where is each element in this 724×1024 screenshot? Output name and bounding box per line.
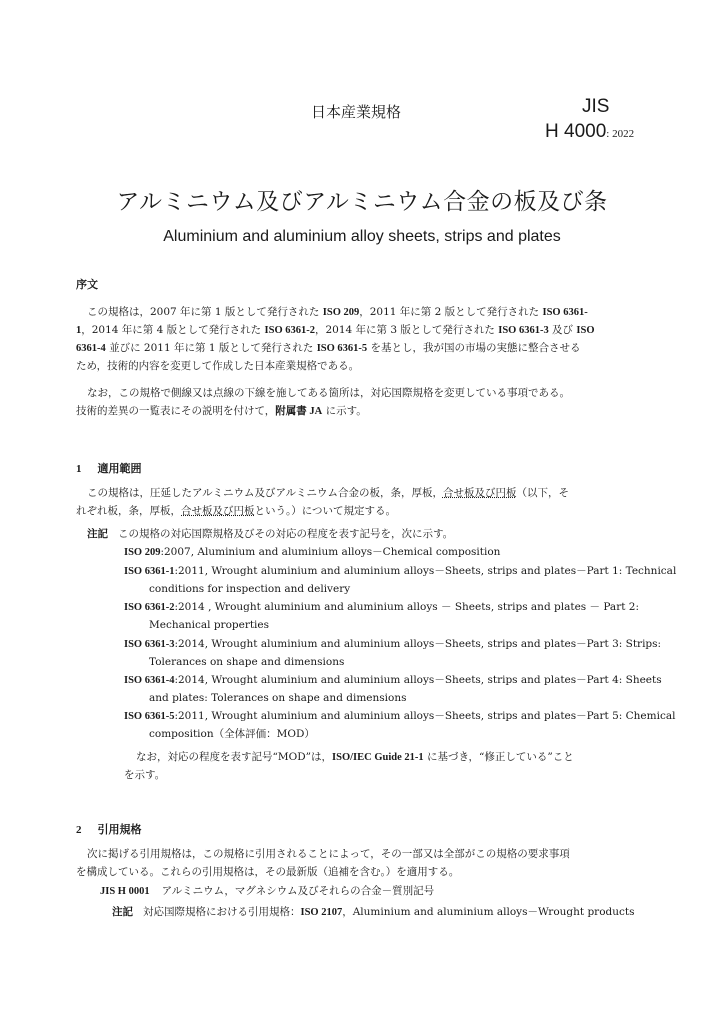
- section1-heading: 1 適用範囲: [76, 462, 142, 475]
- ref-iso-6361-1-line1: ISO 6361-1:2011, Wrought aluminium and aluminium alloys－Sheets, strips and plates－Part 1: Technical: [124, 565, 677, 577]
- foreword-p1-line1: この規格は，2007 年に第 1 版として発行された ISO 209，2011 年に第 2 版として発行された ISO 6361-: [87, 306, 588, 318]
- ref-iso-6361-5-line1: ISO 6361-5:2011, Wrought aluminium and aluminium alloys－Sheets, strips and plates－Part 5: Chemical: [124, 710, 676, 722]
- section1-line1: この規格は，圧延したアルミニウム及びアルミニウム合金の板，条，厚板，合せ板及び円板（以下，そ: [87, 487, 569, 499]
- foreword-p2-line1: なお，この規格で側線又は点線の下線を施してある箇所は，対応国際規格を変更している事項である。: [87, 387, 570, 399]
- foreword-p1-line2: 1，2014 年に第 4 版として発行された ISO 6361-2，2014 年に第 3 版として発行された ISO 6361-3 及び ISO: [76, 324, 595, 336]
- ref-iso-6361-3-line1: ISO 6361-3:2014, Wrought aluminium and aluminium alloys－Sheets, strips and plates－Part 3: Strips:: [124, 638, 662, 650]
- title-japanese: アルミニウム及びアルミニウム合金の板及び条: [116, 189, 608, 215]
- standard-type: 日本産業規格: [311, 103, 402, 121]
- title-english: Aluminium and aluminium alloy sheets, strips and plates: [163, 228, 561, 245]
- standard-year: : 2022: [606, 128, 635, 140]
- section2-line2: を構成している。これらの引用規格は，その最新版（追補を含む。）を適用する。: [76, 866, 460, 878]
- ref-iso-6361-2-line2: Mechanical properties: [149, 619, 270, 631]
- ref-iso-6361-3-line2: Tolerances on shape and dimensions: [149, 656, 345, 668]
- mod-note-line1: なお，対応の程度を表す記号“MOD”は，ISO/IEC Guide 21-1 に基づき，“修正している”こと: [136, 751, 574, 763]
- section2-note: 注記 対応国際規格における引用規格：ISO 2107，Aluminium and aluminium alloys－Wrought products: [112, 906, 635, 918]
- section2-heading: 2 引用規格: [76, 823, 142, 836]
- mod-note-line2: を示す。: [124, 769, 166, 781]
- foreword-p2-line2: 技術的差異の一覧表にその説明を付けて，附属書 JA に示す。: [76, 405, 367, 417]
- ref-jis-h-0001: JIS H 0001 アルミニウム，マグネシウム及びそれらの合金－質別記号: [100, 885, 435, 897]
- section1-note: 注記 この規格の対応国際規格及びその対応の程度を表す記号を，次に示す。: [87, 528, 454, 540]
- section2-line1: 次に掲げる引用規格は，この規格に引用されることによって，その一部又は全部がこの規格の要求事項: [87, 848, 570, 860]
- foreword-p1-line3: 6361-4 並びに 2011 年に第 1 版として発行された ISO 6361-5 を基とし，我が国の市場の実態に整合させる: [76, 342, 581, 354]
- ref-iso-6361-4-line1: ISO 6361-4:2014, Wrought aluminium and aluminium alloys－Sheets, strips and plates－Part 4: Sheets: [124, 674, 662, 686]
- standard-number: [545, 121, 634, 143]
- ref-iso-209: ISO 209:2007, Aluminium and aluminium alloys－Chemical composition: [124, 546, 501, 558]
- ref-iso-6361-1-line2: conditions for inspection and delivery: [149, 583, 351, 595]
- foreword-heading: 序文: [76, 278, 98, 291]
- jis-label: JIS: [582, 96, 610, 117]
- ref-iso-6361-4-line2: and plates: Tolerances on shape and dimensions: [149, 692, 407, 704]
- foreword-p1-line4: ため，技術的内容を変更して作成した日本産業規格である。: [76, 360, 360, 372]
- section1-line2: れぞれ板，条，厚板，合せ板及び円板という。）について規定する。: [76, 505, 397, 517]
- ref-iso-6361-5-line2: composition（全体評価：MOD）: [149, 728, 315, 740]
- standard-code: H 4000: [545, 121, 607, 142]
- ref-iso-6361-2-line1: ISO 6361-2:2014 , Wrought aluminium and aluminium alloys － Sheets, strips and plates － Part 2:: [124, 601, 639, 613]
